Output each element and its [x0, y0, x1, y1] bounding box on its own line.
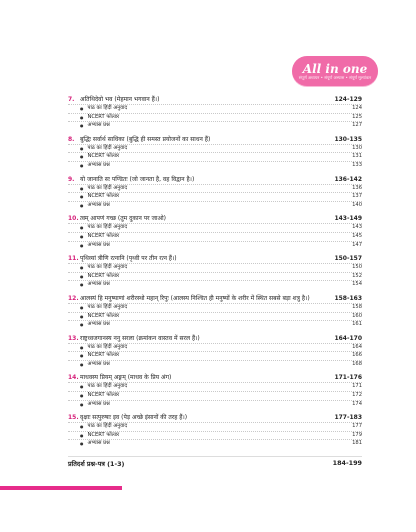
chapter-title: बुद्धिः सर्वार्थ साधिका (बुद्धि ही समस्त प्रयोजनों का साधन हैं) [80, 135, 211, 143]
chapter-entry [68, 414, 362, 448]
chapter-entry [68, 335, 362, 369]
sub-page: 125 [352, 113, 362, 120]
bullet-icon: ● [80, 353, 84, 359]
list-item [68, 241, 362, 250]
bullet-icon: ● [80, 265, 84, 271]
bullet-icon: ● [80, 361, 84, 367]
list-item [68, 201, 362, 210]
chapter-pages: 130-135 [334, 135, 362, 143]
chapter-entry [68, 295, 362, 329]
sub-page: 181 [352, 440, 362, 447]
list-item [68, 320, 362, 329]
sub-label: NCERT फोल्डर [87, 193, 120, 200]
sub-page: 171 [352, 383, 362, 390]
sub-label: NCERT फोल्डर [87, 352, 120, 359]
sub-page: 174 [352, 400, 362, 407]
sub-page: 131 [352, 153, 362, 160]
list-item [68, 161, 362, 170]
chapter-number: 14. [68, 374, 79, 382]
sub-label: NCERT फोल्डर [87, 113, 120, 120]
bullet-icon: ● [80, 393, 84, 399]
accent-divider [0, 486, 122, 490]
bullet-icon: ● [80, 233, 84, 239]
list-item [68, 422, 362, 431]
sub-page: 154 [352, 281, 362, 288]
list-item [68, 431, 362, 440]
list-item [68, 360, 362, 369]
list-item [68, 351, 362, 360]
sub-page: 164 [352, 343, 362, 350]
brand-name: All in one [302, 61, 368, 76]
sub-label: NCERT फोल्डर [87, 392, 120, 399]
list-item [68, 343, 362, 352]
list-item [68, 439, 362, 448]
chapter-number: 13. [68, 334, 79, 342]
chapter-pages: 143-149 [334, 215, 362, 223]
sub-label: अभ्यास प्रश्न [87, 360, 110, 367]
list-item [68, 280, 362, 289]
chapter-entry [68, 374, 362, 408]
chapter-title: राष्ट्रध्वजगानस्य ननु सरला (क्रमांकन वास्तव में सरल हैं।) [80, 334, 200, 342]
list-item [68, 232, 362, 241]
sub-label: पाठ का हिंदी अनुवाद [87, 383, 128, 390]
sub-page: 168 [352, 360, 362, 367]
bullet-icon: ● [80, 282, 84, 288]
bullet-icon: ● [80, 424, 84, 430]
bullet-icon: ● [80, 344, 84, 350]
sub-page: 147 [352, 241, 362, 248]
sub-label: NCERT फोल्डर [87, 232, 120, 239]
sub-label: NCERT फोल्डर [87, 272, 120, 279]
sub-page: 137 [352, 193, 362, 200]
brand-logo [292, 56, 378, 86]
sub-page: 177 [352, 423, 362, 430]
list-item [68, 223, 362, 232]
sub-label: पाठ का हिंदी अनुवाद [87, 343, 128, 350]
chapter-pages: 150-157 [334, 255, 362, 263]
chapter-pages: 164-170 [334, 334, 362, 342]
bullet-icon: ● [80, 401, 84, 407]
list-item [68, 144, 362, 153]
list-item [68, 391, 362, 400]
sub-page: 145 [352, 232, 362, 239]
chapter-number: 7. [68, 96, 75, 103]
sub-label: पाठ का हिंदी अनुवाद [87, 423, 128, 430]
sub-label: अभ्यास प्रश्न [87, 161, 110, 168]
chapter-entry [68, 96, 362, 130]
sub-page: 133 [352, 161, 362, 168]
chapter-title: यो जानाति सः पण्डितः (जो जानता है, वह विद्वान है।) [80, 175, 195, 183]
sub-label: NCERT फोल्डर [87, 312, 120, 319]
list-item [68, 263, 362, 272]
list-item [68, 382, 362, 391]
sub-page: 140 [352, 201, 362, 208]
sub-page: 166 [352, 352, 362, 359]
sub-page: 158 [352, 303, 362, 310]
sub-label: पाठ का हिंदी अनुवाद [87, 224, 128, 231]
brand-tagline: संपूर्ण अध्ययन • संपूर्ण अभ्यास • संपूर्ण मूल्यांकन [298, 74, 372, 80]
chapter-pages: 158-163 [334, 294, 362, 302]
list-item [68, 303, 362, 312]
chapter-pages: 177-183 [334, 414, 362, 422]
list-item [68, 113, 362, 122]
sample-paper-entry [68, 456, 362, 468]
list-item [68, 272, 362, 281]
chapter-title: पृथिव्यां त्रीणि रत्नानि (पृथ्वी पर तीन रत्न हैं।) [80, 255, 177, 263]
chapter-number: 8. [68, 135, 75, 143]
sub-label: अभ्यास प्रश्न [87, 440, 110, 447]
chapter-title: त्वम् आपणं गच्छ (तुम दुकान पर जाओ) [80, 215, 167, 223]
sub-label: पाठ का हिंदी अनुवाद [87, 264, 128, 271]
chapter-entry [68, 255, 362, 289]
bullet-icon: ● [80, 154, 84, 160]
list-item [68, 152, 362, 161]
bullet-icon: ● [80, 304, 84, 310]
sub-label: अभ्यास प्रश्न [87, 281, 110, 288]
sub-page: 179 [352, 431, 362, 438]
bullet-icon: ● [80, 202, 84, 208]
chapter-pages: 136-142 [334, 175, 362, 183]
chapter-number: 12. [68, 294, 79, 302]
bullet-icon: ● [80, 273, 84, 279]
sub-page: 124 [352, 105, 362, 111]
sub-page: 130 [352, 144, 362, 151]
chapter-number: 9. [68, 175, 75, 183]
sub-page: 136 [352, 184, 362, 191]
chapter-pages: 171-176 [334, 374, 362, 382]
list-item [68, 192, 362, 201]
chapter-number: 10. [68, 215, 79, 223]
sub-page: 172 [352, 392, 362, 399]
bullet-icon: ● [80, 384, 84, 390]
chapter-entry [68, 176, 362, 210]
chapter-entry [68, 136, 362, 170]
bullet-icon: ● [80, 162, 84, 168]
bullet-icon: ● [80, 194, 84, 200]
bullet-icon: ● [80, 123, 84, 129]
chapter-number: 11. [68, 255, 79, 263]
sub-page: 160 [352, 312, 362, 319]
bullet-icon: ● [80, 185, 84, 191]
sub-label: NCERT फोल्डर [87, 153, 120, 160]
sub-page: 150 [352, 264, 362, 271]
bullet-icon: ● [80, 432, 84, 438]
bullet-icon: ● [80, 242, 84, 248]
list-item [68, 121, 362, 130]
sub-label: अभ्यास प्रश्न [87, 122, 110, 129]
chapter-number: 15. [68, 414, 79, 422]
bullet-icon: ● [80, 114, 84, 120]
sub-label: अभ्यास प्रश्न [87, 321, 110, 328]
table-of-contents [68, 96, 362, 468]
sub-label: अभ्यास प्रश्न [87, 241, 110, 248]
list-item [68, 400, 362, 409]
sub-label: NCERT फोल्डर [87, 431, 120, 438]
chapter-pages: 124-129 [334, 96, 362, 103]
sub-label: पाठ का हिंदी अनुवाद [87, 184, 128, 191]
list-item [68, 312, 362, 321]
chapter-title: आलस्यं हि मनुष्याणां शरीरस्थो महान् रिपुः (आलस्य निश्चित ही मनुष्यों के शरीर में स्थित सबसे बड़ा शत्रु है।) [80, 294, 310, 302]
bullet-icon: ● [80, 145, 84, 151]
bullet-icon: ● [80, 313, 84, 319]
bullet-icon: ● [80, 441, 84, 447]
chapter-title: माधवस्य प्रियम् अङ्गम् (माधव के प्रिय अंग) [80, 374, 172, 382]
bullet-icon: ● [80, 322, 84, 328]
bullet-icon: ● [80, 225, 84, 231]
list-item [68, 104, 362, 113]
sample-paper-pages: 184-199 [332, 459, 362, 468]
bullet-icon: ● [80, 106, 84, 111]
sub-label: अभ्यास प्रश्न [87, 400, 110, 407]
sub-label: पाठ का हिंदी अनुवाद [87, 105, 128, 111]
sub-page: 127 [352, 122, 362, 129]
chapter-entry [68, 215, 362, 249]
sub-page: 152 [352, 272, 362, 279]
chapter-title: अतिथिदेवो भव (मेहमान भगवान हैं।) [80, 96, 160, 103]
sub-label: अभ्यास प्रश्न [87, 201, 110, 208]
list-item [68, 184, 362, 193]
chapter-title: वृक्षाः सत्पुरुषाः इव (पेड़ अच्छे इंसानों की तरह हैं।) [80, 414, 188, 422]
sub-page: 143 [352, 224, 362, 231]
sub-label: पाठ का हिंदी अनुवाद [87, 144, 128, 151]
sub-label: पाठ का हिंदी अनुवाद [87, 303, 128, 310]
sample-paper-title: प्रतिदर्श प्रश्न-पत्र (1-3) [68, 460, 125, 469]
sub-page: 161 [352, 321, 362, 328]
